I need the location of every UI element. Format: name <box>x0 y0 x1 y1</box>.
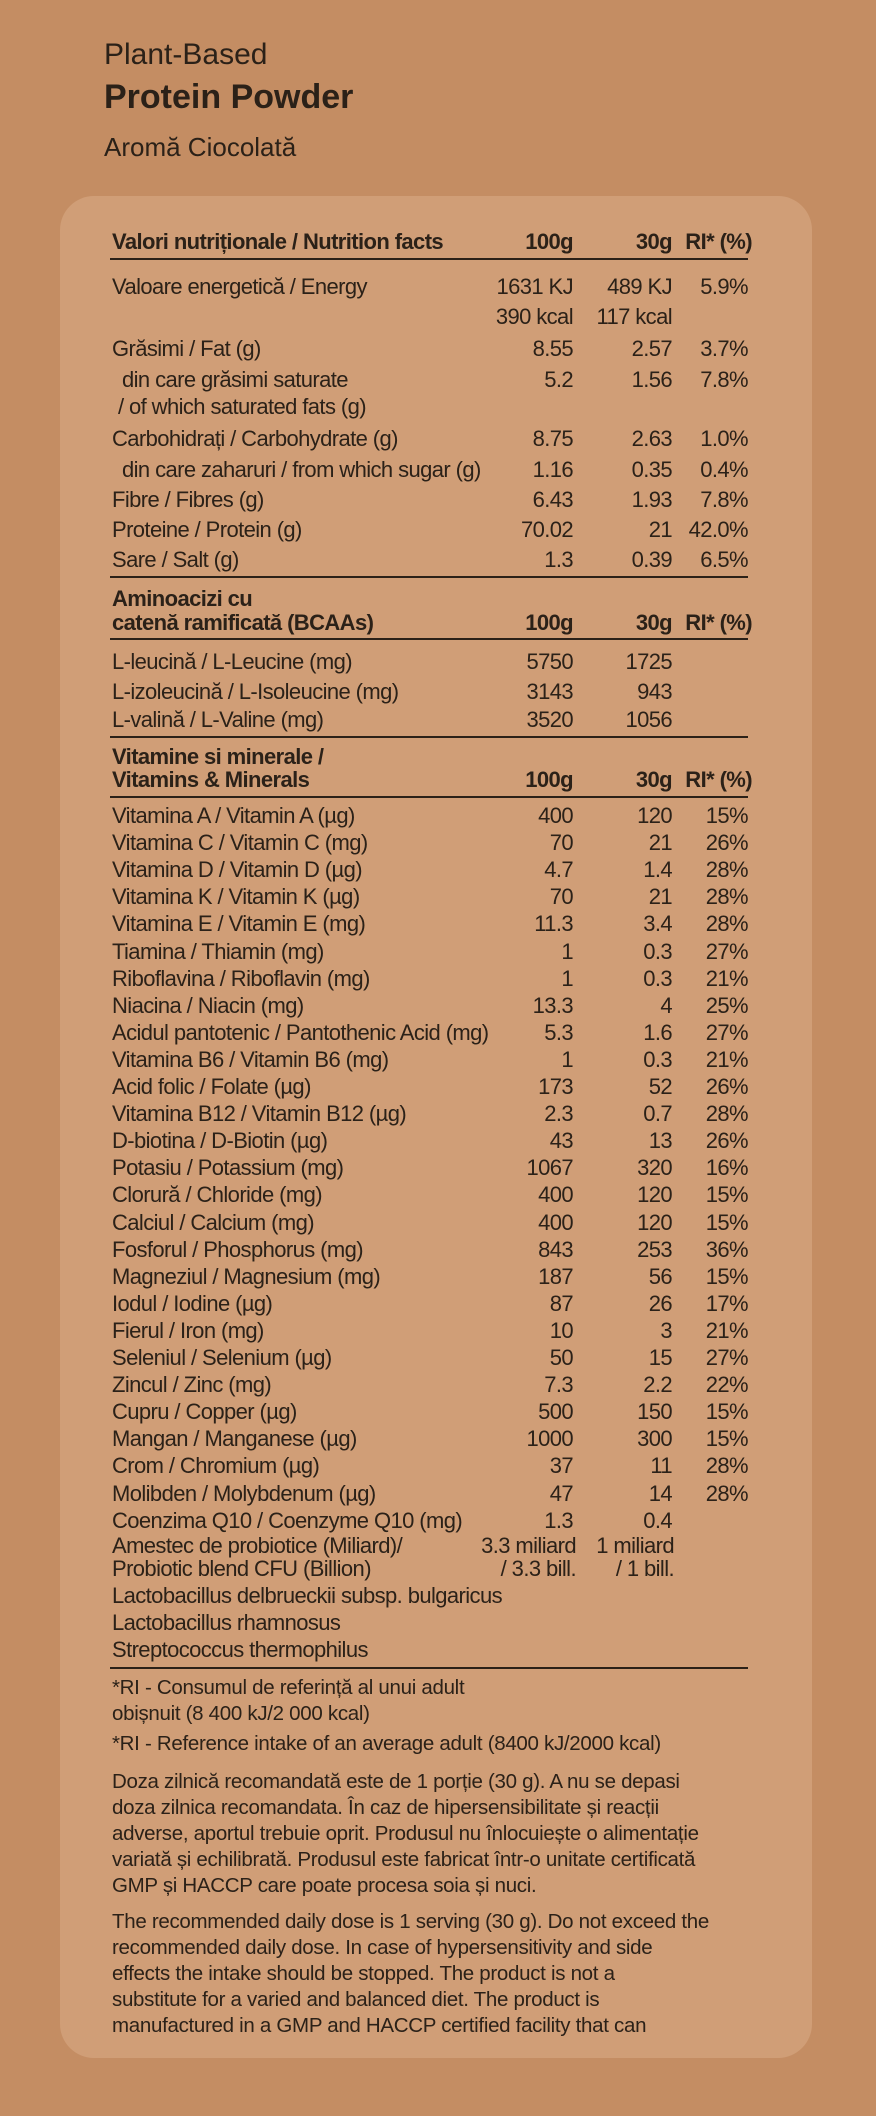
value-100g: 187 <box>538 1264 573 1289</box>
product-title: Protein Powder <box>104 78 354 116</box>
value-100g: 173 <box>538 1074 573 1099</box>
value-ri: 21% <box>705 1047 748 1072</box>
value-100g: 1000 <box>526 1426 573 1451</box>
value-ri: 22% <box>705 1372 748 1397</box>
dose-note-en <box>112 1909 782 2039</box>
value-100g: 3520 <box>526 707 573 732</box>
note-line: variată și echilibrată. Produsul este fabricat într-o unitate certificată <box>112 1848 696 1871</box>
divider <box>110 1667 748 1669</box>
value-100g: 1.16 <box>532 457 573 482</box>
value-100g: 1 <box>561 1047 573 1072</box>
value-30g: 56 <box>648 1264 672 1289</box>
row-label: Probiotic blend CFU (Billion) <box>112 1556 371 1581</box>
note-line: GMP și HACCP care poate procesa soia și nuci. <box>112 1874 537 1897</box>
value-30g: 3.4 <box>643 911 672 936</box>
row-label: Fibre / Fibres (g) <box>112 487 264 512</box>
value-30g: 300 <box>637 1426 672 1451</box>
value-100g: 50 <box>549 1345 573 1370</box>
value-ri: 3.7% <box>700 336 748 361</box>
value-30g: 1 miliard <box>596 1533 674 1558</box>
note-line: manufactured in a GMP and HACCP certified facility that can <box>112 2014 647 2037</box>
value-ri: 25% <box>705 993 748 1018</box>
row-label: Iodul / Iodine (µg) <box>112 1291 273 1316</box>
value-ri: 28% <box>705 857 748 882</box>
row-label: Lactobacillus rhamnosus <box>112 1610 341 1635</box>
value-100g: 100g <box>525 610 573 635</box>
value-30g: 320 <box>637 1155 672 1180</box>
value-ri: 17% <box>705 1291 748 1316</box>
row-label: Riboflavina / Riboflavin (mg) <box>112 966 370 991</box>
row-label: Vitamine si minerale / <box>112 744 324 769</box>
value-30g: 15 <box>648 1345 672 1370</box>
row-label: Seleniul / Selenium (µg) <box>112 1345 332 1370</box>
value-100g: 4.7 <box>544 857 573 882</box>
value-ri: 28% <box>705 911 748 936</box>
value-30g: 21 <box>648 517 672 542</box>
value-ri: 15% <box>705 1399 748 1424</box>
value-ri: 21% <box>705 966 748 991</box>
value-30g: 2.63 <box>631 426 672 451</box>
value-100g: 2.3 <box>544 1101 573 1126</box>
value-ri: 26% <box>705 1074 748 1099</box>
value-30g: 2.2 <box>643 1372 672 1397</box>
value-100g: 13.3 <box>532 993 573 1018</box>
row-label: din care zaharuri / from which sugar (g) <box>122 457 481 482</box>
value-ri: 16% <box>705 1155 748 1180</box>
value-100g: 8.55 <box>532 336 573 361</box>
value-100g: 1.3 <box>544 1508 573 1533</box>
row-label: Valoare energetică / Energy <box>112 274 367 299</box>
value-ri: 42.0% <box>688 517 748 542</box>
row-label: Calciul / Calcium (mg) <box>112 1210 314 1235</box>
note-line: effects the intake should be stopped. The product is not a <box>112 1962 615 1985</box>
value-100g: 1067 <box>526 1155 573 1180</box>
value-30g: 26 <box>648 1291 672 1316</box>
row-label: L-valină / L-Valine (mg) <box>112 707 324 732</box>
note-line: adverse, aportul trebuie oprit. Produsul nu înlocuiește o alimentație <box>112 1822 699 1845</box>
value-100g: 10 <box>549 1318 573 1343</box>
divider <box>110 736 748 738</box>
value-30g: 120 <box>637 803 672 828</box>
value-30g: 0.4 <box>643 1508 672 1533</box>
value-100g: 6.43 <box>532 487 573 512</box>
value-30g: 13 <box>648 1128 672 1153</box>
row-label: Fierul / Iron (mg) <box>112 1318 264 1343</box>
value-100g: 7.3 <box>544 1372 573 1397</box>
value-100g: 400 <box>538 803 573 828</box>
value-ri: 28% <box>705 884 748 909</box>
value-ri: 15% <box>705 1210 748 1235</box>
row-label: Coenzima Q10 / Coenzyme Q10 (mg) <box>112 1508 463 1533</box>
value-30g: 14 <box>648 1481 672 1506</box>
product-line: Plant-Based <box>104 38 268 71</box>
value-30g: 52 <box>648 1074 672 1099</box>
value-ri: 15% <box>705 1426 748 1451</box>
row-label: Lactobacillus delbrueckii subsp. bulgaricus <box>112 1583 502 1608</box>
value-30g: 117 kcal <box>596 304 672 329</box>
value-30g: 4 <box>660 993 672 1018</box>
row-label: din care grăsimi saturate <box>122 367 348 392</box>
value-100g: 11.3 <box>534 911 573 936</box>
value-30g: 1.56 <box>631 367 672 392</box>
value-100g: 500 <box>538 1399 573 1424</box>
dose-note-ro <box>112 1769 782 1899</box>
row-label: Amestec de probiotice (Miliard)/ <box>112 1533 403 1558</box>
value-30g: 30g <box>635 767 672 792</box>
row-label: Tiamina / Thiamin (mg) <box>112 939 324 964</box>
value-ri: 1.0% <box>700 426 748 451</box>
value-ri: 27% <box>705 1020 748 1045</box>
value-100g: 100g <box>525 767 573 792</box>
row-label: Fosforul / Phosphorus (mg) <box>112 1237 363 1262</box>
value-100g: 70 <box>549 884 573 909</box>
row-label: Carbohidrați / Carbohydrate (g) <box>112 426 398 451</box>
row-label: Vitamins & Minerals <box>112 767 310 792</box>
value-30g: 1.6 <box>643 1020 672 1045</box>
value-30g: 30g <box>635 610 672 635</box>
row-label: Magneziul / Magnesium (mg) <box>112 1264 381 1289</box>
value-30g: 1725 <box>625 649 672 674</box>
value-30g: 120 <box>637 1182 672 1207</box>
value-ri: 15% <box>705 1264 748 1289</box>
value-100g: 1631 KJ <box>496 274 573 299</box>
value-30g: 0.7 <box>643 1101 672 1126</box>
value-ri: RI* (%) <box>685 767 752 792</box>
value-30g: 3 <box>660 1318 672 1343</box>
note-line: obișnuit (8 400 kJ/2 000 kcal) <box>112 1702 370 1725</box>
row-label: Aminoacizi cu <box>112 586 253 611</box>
value-100g: 70 <box>549 830 573 855</box>
note-line: The recommended daily dose is 1 serving (30 g). Do not exceed the <box>112 1910 709 1933</box>
divider <box>110 258 748 260</box>
row-label: Vitamina C / Vitamin C (mg) <box>112 830 368 855</box>
value-30g: 1.93 <box>631 487 672 512</box>
value-30g: 2.57 <box>631 336 672 361</box>
row-label: L-izoleucină / L-Isoleucine (mg) <box>112 679 399 704</box>
row-label: Mangan / Manganese (µg) <box>112 1426 357 1451</box>
row-label: Vitamina B6 / Vitamin B6 (mg) <box>112 1047 389 1072</box>
value-30g: 0.35 <box>631 457 672 482</box>
value-30g: 0.3 <box>643 939 672 964</box>
row-label: Vitamina D / Vitamin D (µg) <box>112 857 362 882</box>
value-100g: 5.2 <box>544 367 573 392</box>
value-ri: 6.5% <box>700 547 748 572</box>
value-100g: 1.3 <box>544 547 573 572</box>
value-100g: 5750 <box>526 649 573 674</box>
divider <box>110 576 748 578</box>
row-label: Zincul / Zinc (mg) <box>112 1372 272 1397</box>
row-label: Vitamina K / Vitamin K (µg) <box>112 884 360 909</box>
row-label: L-leucină / L-Leucine (mg) <box>112 649 352 674</box>
value-ri: 26% <box>705 830 748 855</box>
row-label: D-biotina / D-Biotin (µg) <box>112 1128 328 1153</box>
product-flavor: Aromă Ciocolată <box>104 132 297 162</box>
row-label: Vitamina A / Vitamin A (µg) <box>112 803 355 828</box>
row-label: / of which saturated fats (g) <box>118 394 366 419</box>
row-label: Streptococcus thermophilus <box>112 1637 368 1662</box>
value-ri: 28% <box>705 1481 748 1506</box>
row-label: Potasiu / Potassium (mg) <box>112 1155 344 1180</box>
note-line: doza zilnica recomandata. În caz de hipersensibilitate și reacții <box>112 1796 659 1819</box>
divider <box>110 796 748 798</box>
row-label: Molibden / Molybdenum (µg) <box>112 1481 376 1506</box>
value-30g: 0.3 <box>643 966 672 991</box>
ri-note-en <box>112 1731 782 1757</box>
value-ri: 36% <box>705 1237 748 1262</box>
value-100g: 1 <box>561 966 573 991</box>
note-line: recommended daily dose. In case of hypersensitivity and side <box>112 1936 653 1959</box>
value-100g: 47 <box>549 1481 573 1506</box>
value-ri: 27% <box>705 1345 748 1370</box>
row-label: Acid folic / Folate (µg) <box>112 1074 311 1099</box>
value-100g: 843 <box>538 1237 573 1262</box>
row-label: Sare / Salt (g) <box>112 547 239 572</box>
divider <box>110 638 748 640</box>
note-line: *RI - Consumul de referință al unui adult <box>112 1676 465 1699</box>
value-ri: 15% <box>705 1182 748 1207</box>
row-label: Vitamina B12 / Vitamin B12 (µg) <box>112 1101 407 1126</box>
value-ri: 7.8% <box>700 367 748 392</box>
value-100g: 43 <box>549 1128 573 1153</box>
value-100g: 390 kcal <box>495 304 573 329</box>
row-label: Clorură / Chloride (mg) <box>112 1182 322 1207</box>
value-100g: 1 <box>561 939 573 964</box>
value-ri: 5.9% <box>700 274 748 299</box>
value-30g: 1056 <box>625 707 672 732</box>
value-30g: 120 <box>637 1210 672 1235</box>
value-30g: 489 KJ <box>607 274 672 299</box>
value-100g: 87 <box>549 1291 573 1316</box>
value-100g: 8.75 <box>532 426 573 451</box>
value-30g: 21 <box>648 830 672 855</box>
value-30g: 1.4 <box>643 857 672 882</box>
value-ri: 21% <box>705 1318 748 1343</box>
note-line: substitute for a varied and balanced diet. The product is <box>112 1988 600 2011</box>
row-label: Acidul pantotenic / Pantothenic Acid (mg) <box>112 1020 489 1045</box>
row-label: Cupru / Copper (µg) <box>112 1399 297 1424</box>
value-100g: 100g <box>525 229 573 254</box>
value-100g: 70.02 <box>520 517 573 542</box>
value-100g: 400 <box>538 1182 573 1207</box>
row-label: Proteine / Protein (g) <box>112 517 302 542</box>
row-label: Grăsimi / Fat (g) <box>112 336 261 361</box>
ri-note-ro <box>112 1675 782 1727</box>
value-100g: 3.3 miliard <box>481 1533 576 1558</box>
value-100g: 5.3 <box>544 1020 573 1045</box>
row-label: catenă ramificată (BCAAs) <box>112 610 374 635</box>
value-ri: 28% <box>705 1453 748 1478</box>
value-30g: 30g <box>635 229 672 254</box>
row-label: Crom / Chromium (µg) <box>112 1453 320 1478</box>
value-ri: 28% <box>705 1101 748 1126</box>
value-30g: 943 <box>637 679 672 704</box>
value-ri: 7.8% <box>700 487 748 512</box>
note-line: Doza zilnică recomandată este de 1 porție (30 g). A nu se depasi <box>112 1770 680 1793</box>
value-30g: / 1 bill. <box>615 1556 674 1581</box>
value-30g: 150 <box>637 1399 672 1424</box>
value-30g: 0.39 <box>631 547 672 572</box>
value-30g: 21 <box>648 884 672 909</box>
value-100g: / 3.3 bill. <box>500 1556 576 1581</box>
value-ri: 0.4% <box>700 457 748 482</box>
value-100g: 3143 <box>526 679 573 704</box>
row-label: Valori nutriționale / Nutrition facts <box>112 229 444 254</box>
value-ri: 15% <box>705 803 748 828</box>
value-30g: 0.3 <box>643 1047 672 1072</box>
row-label: Vitamina E / Vitamin E (mg) <box>112 911 366 936</box>
row-label: Niacina / Niacin (mg) <box>112 993 304 1018</box>
note-line: *RI - Reference intake of an average adult (8400 kJ/2000 kcal) <box>112 1732 661 1755</box>
value-100g: 400 <box>538 1210 573 1235</box>
value-30g: 11 <box>650 1453 672 1478</box>
notes-section <box>112 1675 782 2039</box>
value-ri: 27% <box>705 939 748 964</box>
value-ri: RI* (%) <box>685 610 752 635</box>
value-100g: 37 <box>549 1453 573 1478</box>
value-30g: 253 <box>637 1237 672 1262</box>
value-ri: RI* (%) <box>685 229 752 254</box>
value-ri: 26% <box>705 1128 748 1153</box>
